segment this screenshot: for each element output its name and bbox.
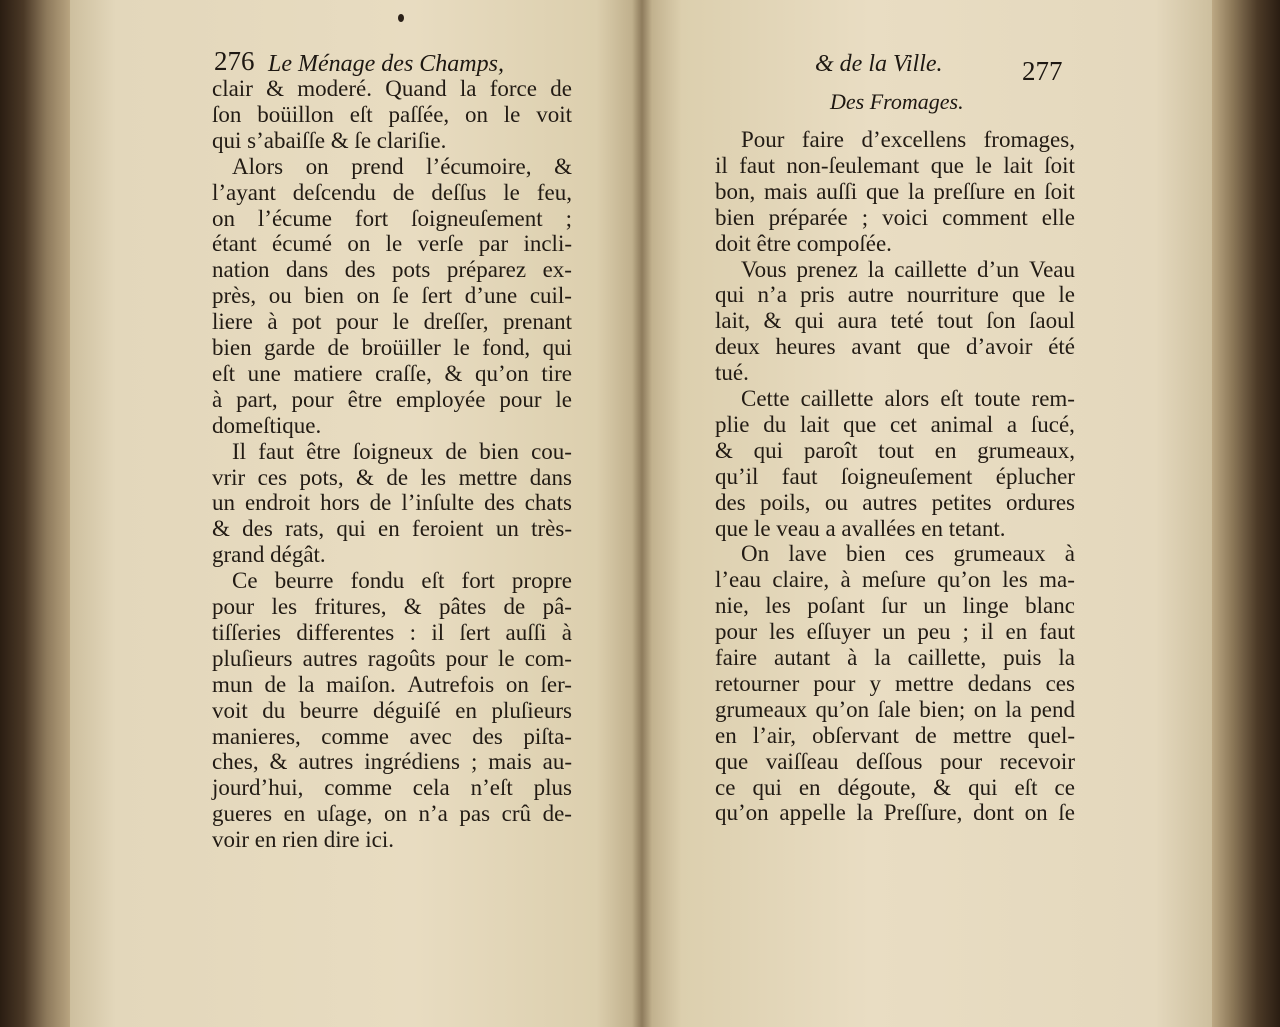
text-line: pluſieurs autres ragoûts pour le com- (212, 645, 572, 671)
text-line: bien préparée ; voici comment elle (715, 204, 1075, 230)
text-line: liere à pot pour le dreſſer, prenant (212, 309, 572, 335)
text-line: qu’on appelle la Preſſure, dont on ſe (715, 800, 1075, 826)
text-line: jourd’hui, comme cela n’eſt plus (212, 775, 572, 801)
right-page-number: 277 (1022, 56, 1063, 86)
text-line: eſt une matiere craſſe, & qu’on tire (212, 360, 572, 386)
left-page-number: 276 (214, 46, 255, 76)
text-line: à part, pour être employée pour le (212, 386, 572, 412)
text-line: domeſtique. (212, 412, 322, 438)
left-page-edges (0, 0, 78, 1027)
text-line: faire autant à la caillette, puis la (715, 645, 1075, 670)
text-line: que le veau a avallées en tetant. (715, 515, 1006, 541)
text-line: pour les fritures, & pâtes de pâ- (212, 594, 572, 619)
text-line: des poils, ou autres petites ordures (715, 489, 1075, 515)
text-line: doit être compoſée. (715, 230, 892, 256)
text-line: l’ayant deſcendu de deſſus le feu, (212, 179, 572, 205)
text-line: mun de la maiſon. Autrefois on ſer- (212, 671, 572, 697)
text-line: manieres, comme avec des piſta- (212, 723, 572, 749)
ink-dot-ornament (398, 14, 404, 22)
text-line: tué. (715, 360, 749, 386)
text-line: grand dégât. (212, 542, 326, 568)
text-line: qui n’a pris autre nourriture que le (715, 282, 1075, 308)
section-title: Des Fromages. (830, 89, 964, 114)
text-line: & des rats, qui en feroient un très- (212, 516, 572, 542)
text-line: pour les eſſuyer un peu ; il en faut (715, 619, 1075, 645)
right-running-head: & de la Ville. (815, 51, 943, 77)
text-line: un endroit hors de l’inſulte des chats (212, 490, 572, 516)
text-line: étant écumé on le verſe par incli- (212, 231, 572, 257)
text-line: voit du beurre déguiſé en pluſieurs (212, 697, 572, 723)
text-line: & qui paroît tout en grumeaux, (715, 437, 1075, 463)
text-line: près, ou bien on ſe ſert d’une cuil- (212, 283, 572, 309)
text-line: retourner pour y mettre dedans ces (715, 670, 1075, 696)
text-line: on l’écume fort ſoigneuſement ; (212, 205, 572, 231)
text-line: deux heures avant que d’avoir été (715, 334, 1075, 360)
text-line: Alors on prend l’écumoire, & (232, 153, 572, 179)
text-line: Il faut être ſoigneux de bien cou- (232, 438, 572, 464)
text-line: l’eau claire, à meſure qu’on les ma- (715, 567, 1075, 593)
text-line: ſon boüillon eſt paſſée, on le voit (212, 101, 572, 127)
text-line: ches, & autres ingrédiens ; mais au- (212, 749, 572, 775)
book-gutter (632, 0, 652, 1027)
text-line: nation dans des pots préparez ex- (212, 257, 572, 283)
text-line: en l’air, obſervant de mettre quel- (715, 722, 1075, 748)
text-line: voir en rien dire ici. (212, 827, 395, 853)
text-line: On lave bien ces grumeaux à (741, 541, 1075, 567)
right-page-edges (1205, 0, 1280, 1027)
text-line: qu’il faut ſoigneuſement éplucher (715, 463, 1075, 489)
text-line: clair & moderé. Quand la force de (212, 76, 572, 101)
text-line: Cette caillette alors eſt toute rem- (741, 386, 1075, 411)
left-running-head: Le Ménage des Champs, (268, 51, 504, 77)
text-line: Pour faire d’excellens fromages, (741, 127, 1075, 152)
text-line: bon, mais auſſi que la preſſure en ſoit (715, 178, 1075, 204)
text-line: plie du lait que cet animal a ſucé, (715, 411, 1075, 437)
text-line: Ce beurre fondu eſt fort propre (232, 568, 572, 594)
text-line: vrir ces pots, & de les mettre dans (212, 464, 572, 490)
text-line: ce qui en dégoute, & qui eſt ce (715, 774, 1075, 800)
text-line: nie, les poſant ſur un linge blanc (715, 593, 1075, 619)
text-line: gueres en uſage, on n’a pas crû de- (212, 801, 572, 827)
text-line: tiſſeries differentes : il ſert auſſi à (212, 619, 572, 645)
text-line: qui s’abaiſſe & ſe clariſie. (212, 127, 447, 153)
text-line: lait, & qui aura teté tout ſon ſaoul (715, 308, 1075, 334)
text-line: Vous prenez la caillette d’un Veau (741, 256, 1075, 282)
text-line: bien garde de broüiller le fond, qui (212, 335, 572, 360)
text-line: que vaiſſeau deſſous pour recevoir (715, 748, 1075, 774)
text-line: grumeaux qu’on ſale bien; on la pend (715, 696, 1075, 722)
text-line: il faut non-ſeulemant que le lait ſoit (715, 152, 1075, 178)
